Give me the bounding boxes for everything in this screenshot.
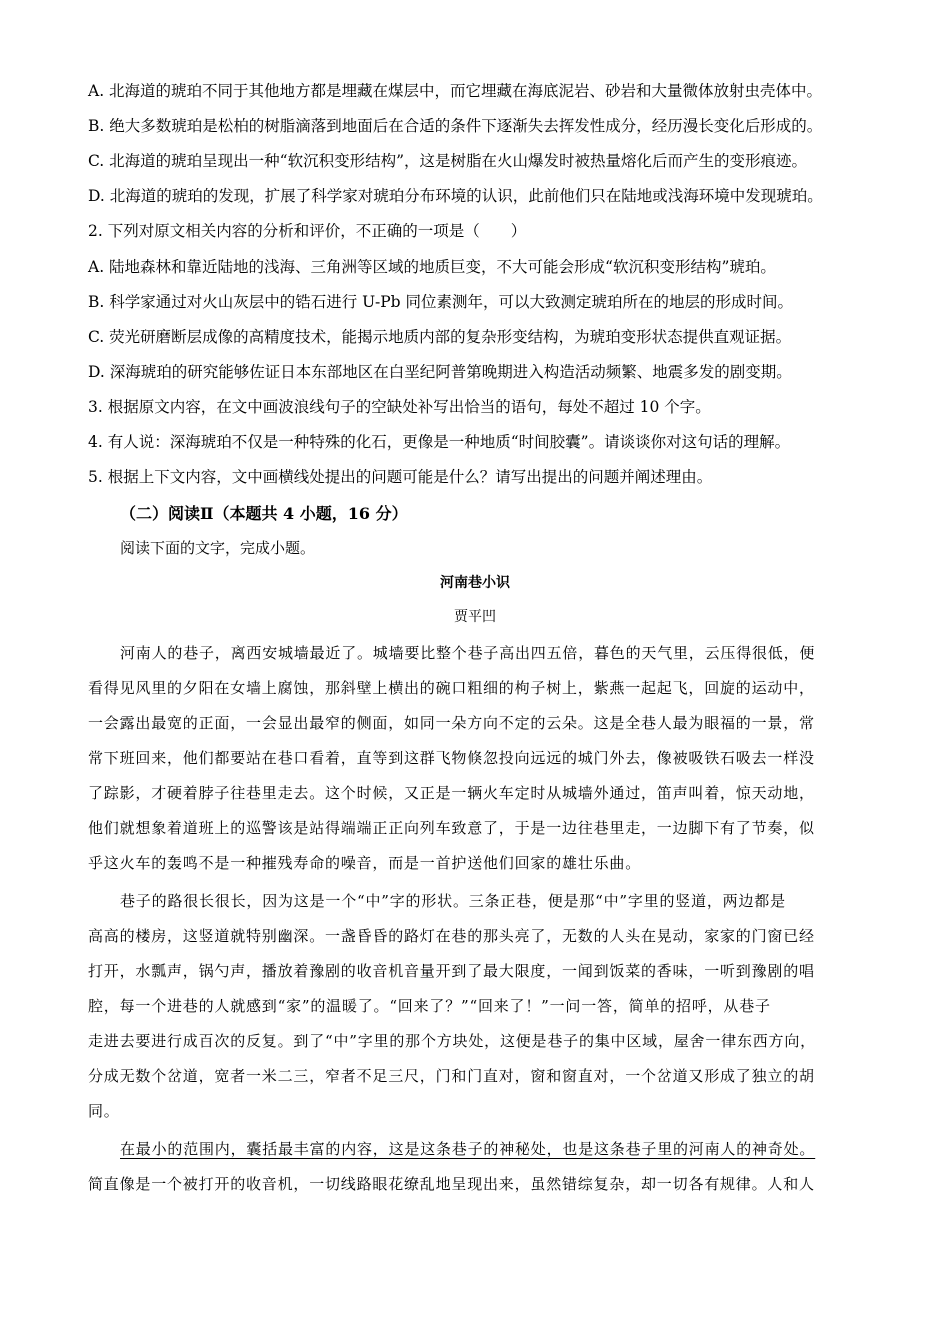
p2-line-2: 高高的楼房，这竖道就特别幽深。一盏昏昏的路灯在巷的那头亮了，无数的人头在晃动，家家的门窗已经 [88,927,815,945]
q1-option-b: B. 绝大多数琥珀是松柏的树脂滴落到地面后在合适的条件下逐渐失去挥发性成分，经历漫长变化后形成的。 [88,117,823,135]
q2-option-d: D. 深海琥珀的研究能够佐证日本东部地区在白垩纪阿普第晚期进入构造活动频繁、地震多发的剧变期。 [88,363,792,381]
article-author: 贾平凹 [454,609,496,625]
p1-line-2: 看得见风里的夕阳在女墙上腐蚀，那斜壁上横出的碗口粗细的枸子树上，紫燕一起起飞，回旋的运动中， [88,679,815,697]
p3-underlined-sentence: 在最小的范围内，囊括最丰富的内容，这是这条巷子的神秘处，也是这条巷子里的河南人的神奇处。 [120,1140,816,1158]
p2-line-1: 巷子的路很长很长，因为这是一个“中”字的形状。三条正巷，便是那“中”字里的竖道，两边都是 [120,892,786,910]
q4: 4. 有人说：深海琥珀不仅是一种特殊的化石，更像是一种地质“时间胶囊”。请谈谈你对这句话的理解。 [88,433,791,451]
p1-line-7: 乎这火车的轰鸣不是一种摧残寿命的噪音，而是一首护送他们回家的雄壮乐曲。 [88,854,642,872]
q2-option-b: B. 科学家通过对火山灰层中的锆石进行 U-Pb 同位素测年，可以大致测定琥珀所在的地层的形成时间。 [88,293,793,311]
q2-option-a: A. 陆地森林和靠近陆地的浅海、三角洲等区域的地质巨变，不大可能会形成“软沉积变形结构”琥珀。 [88,258,776,276]
p2-line-6: 分成无数个岔道，宽者一米二三，窄者不足三尺，门和门直对，窗和窗直对，一个岔道又形成了独立的胡 [88,1067,815,1085]
p2-line-3: 打开，水瓢声，锅勺声，播放着豫剧的收音机音量开到了最大限度，一闻到饭菜的香味，一听到豫剧的唱 [88,962,815,980]
p2-line-4: 腔，每一个进巷的人就感到“家”的温暖了。“回来了？”“回来了！”一问一答，简单的招呼，从巷子 [88,997,771,1015]
p1-line-3: 一会露出最宽的正面，一会显出最窄的侧面，如同一朵方向不定的云朵。这是全巷人最为眼福的一景，常 [88,714,815,732]
q1-option-a: A. 北海道的琥珀不同于其他地方都是埋藏在煤层中，而它埋藏在海底泥岩、砂岩和大量微体放射虫壳体中。 [88,82,823,100]
section-instruction: 阅读下面的文字，完成小题。 [120,539,316,557]
section-heading: （二）阅读Ⅱ（本题共 4 小题，16 分） [120,504,408,523]
p2-line-7: 同。 [88,1102,120,1120]
q1-option-c: C. 北海道的琥珀呈现出一种“软沉积变形结构”，这是树脂在火山爆发时被热量熔化后而产生的变形痕迹。 [88,152,808,170]
article-title: 河南巷小识 [440,575,510,591]
p1-line-6: 他们就想象着道班上的巡警该是站得端端正正向列车致意了，于是一边往巷里走，一边脚下有了节奏，似 [88,819,815,837]
q3: 3. 根据原文内容，在文中画波浪线句子的空缺处补写出恰当的语句，每处不超过 10 个字。 [88,398,711,416]
p1-line-5: 了踪影，才硬着脖子往巷里走去。这个时候，又正是一辆火车定时从城墙外通过，笛声叫着，惊天动地， [88,784,815,802]
q5: 5. 根据上下文内容，文中画横线处提出的问题可能是什么？请写出提出的问题并阐述理由。 [88,468,713,486]
p3-line-2: 简直像是一个被打开的收音机，一切线路眼花缭乱地呈现出来，虽然错综复杂，却一切各有规律。人和人 [88,1175,815,1193]
p1-line-4: 常下班回来，他们都要站在巷口看着，直等到这群飞物倏忽投向远远的城门外去，像被吸铁石吸去一样没 [88,749,815,767]
q2-stem: 2. 下列对原文相关内容的分析和评价，不正确的一项是（ ） [88,222,527,240]
p1-line-1: 河南人的巷子，离西安城墙最近了。城墙要比整个巷子高出四五倍，暮色的天气里，云压得很低，便 [120,644,816,662]
q2-option-c: C. 荧光研磨断层成像的高精度技术，能揭示地质内部的复杂形变结构，为琥珀变形状态提供直观证据。 [88,328,792,346]
p2-line-5: 走进去要进行成百次的反复。到了“中”字里的那个方块处，这便是巷子的集中区域，屋舍一律东西方向， [88,1032,816,1050]
q1-option-d: D. 北海道的琥珀的发现，扩展了科学家对琥珀分布环境的认识，此前他们只在陆地或浅海环境中发现琥珀。 [88,187,823,205]
